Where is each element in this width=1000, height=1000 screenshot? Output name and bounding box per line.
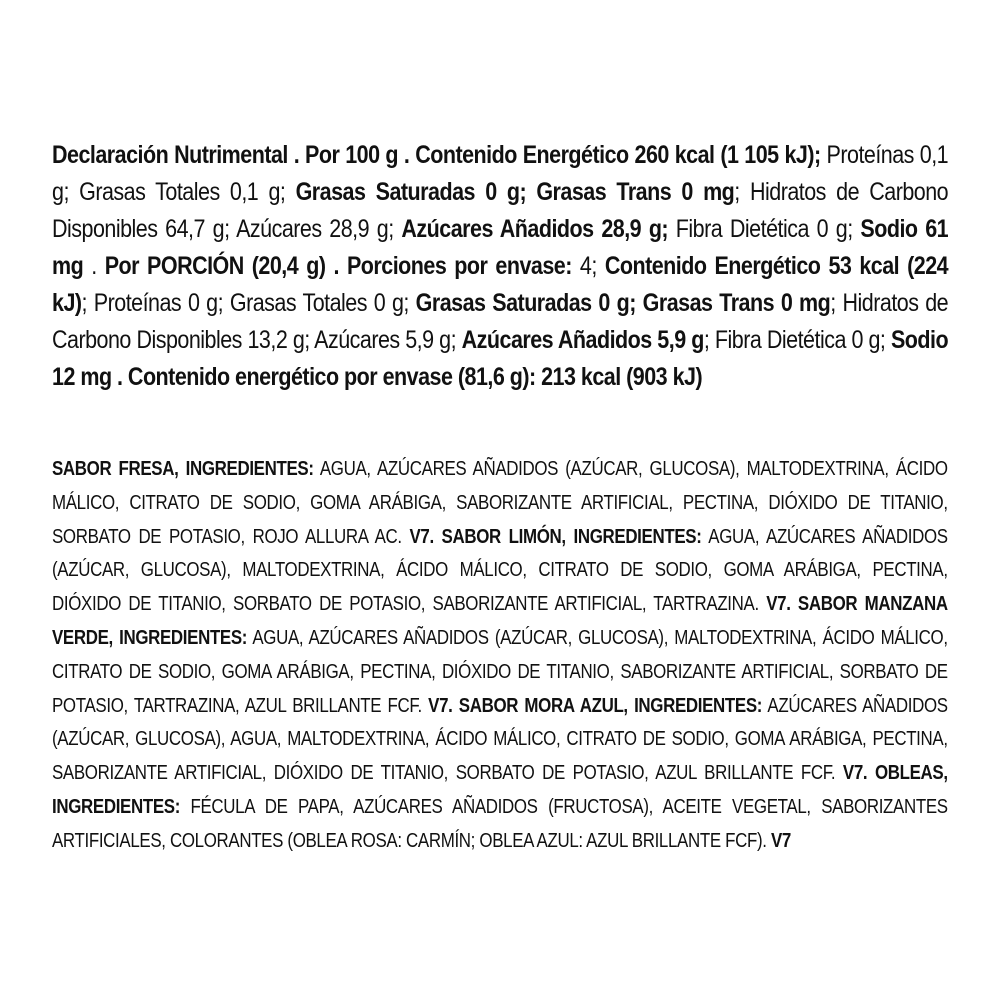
nutrition-segment: Azúcares Añadidos 5,9 g xyxy=(461,326,704,354)
nutrition-segment: ; Fibra Dietética 0 g; xyxy=(703,326,891,354)
ingredients-segment: AGUA, AZÚCARES AÑADIDOS (AZÚCAR, GLUCOSA), MALTODEXTRINA, ÁCIDO MÁLICO, CITRATO DE SODIO, GOMA ARÁBIGA, PECTINA, DIÓXIDO DE TITANIO, SABORIZANTE ARTIFICIAL, SORBATO DE POTASIO, TARTRAZINA, AZUL BRILLANTE FCF. xyxy=(52,626,948,717)
nutrition-declaration xyxy=(52,137,948,396)
nutrition-segment: Proteínas 0,1 g; Grasas Totales 0,1 g; xyxy=(52,141,949,206)
ingredients-segment: V7. SABOR MANZANA VERDE, INGREDIENTES: xyxy=(52,593,948,649)
nutrition-segment: Contenido Energético 53 kcal (224 kJ) xyxy=(52,252,949,317)
product-label-text xyxy=(52,137,949,852)
nutrition-segment: Sodio 12 mg . Contenido energético por envase (81,6 g): 213 kcal (903 kJ) xyxy=(52,326,949,391)
ingredients-segment: V7. OBLEAS, INGREDIENTES: xyxy=(52,762,948,818)
nutrition-segment: ; Hidratos de Carbono Disponibles 64,7 g; Azúcares 28,9 g; xyxy=(52,178,949,243)
ingredients-segment: AGUA, AZÚCARES AÑADIDOS (AZÚCAR, GLUCOSA), MALTODEXTRINA, ÁCIDO MÁLICO, CITRATO DE SODIO, GOMA ARÁBIGA, SABORIZANTE ARTIFICIAL, PECTINA, DIÓXIDO DE TITANIO, SORBATO DE POTASIO, ROJO ALLURA AC. xyxy=(52,458,948,548)
nutrition-segment: ; Proteínas 0 g; Grasas Totales 0 g; xyxy=(81,289,416,317)
nutrition-segment: Fibra Dietética 0 g; xyxy=(668,215,861,243)
nutrition-segment: Grasas Saturadas 0 g; Grasas Trans 0 mg xyxy=(415,289,831,317)
ingredients-segment: V7 xyxy=(770,829,791,852)
nutrition-segment: ; Hidratos de Carbono Disponibles 13,2 g; Azúcares 5,9 g; xyxy=(52,289,949,354)
ingredients-segment: V7. SABOR MORA AZUL, INGREDIENTES: xyxy=(428,694,763,717)
nutrition-segment: Grasas Saturadas 0 g; Grasas Trans 0 mg xyxy=(295,178,735,206)
nutrition-segment: Por PORCIÓN (20,4 g) . Porciones por envase: xyxy=(104,252,572,280)
ingredients-segment: AGUA, AZÚCARES AÑADIDOS (AZÚCAR, GLUCOSA), MALTODEXTRINA, ÁCIDO MÁLICO, CITRATO DE SODIO, GOMA ARÁBIGA, PECTINA, DIÓXIDO DE TITANIO, SORBATO DE POTASIO, SABORIZANTE ARTIFICIAL, TARTRAZINA. xyxy=(52,525,948,616)
nutrition-segment: Sodio 61 mg xyxy=(52,215,949,280)
nutrition-segment: Declaración Nutrimental . Por 100 g . Contenido Energético 260 kcal (1 105 kJ); xyxy=(52,141,821,169)
ingredients-list xyxy=(52,453,948,859)
ingredients-segment: V7. SABOR LIMÓN, INGREDIENTES: xyxy=(409,525,702,548)
ingredients-segment: FÉCULA DE PAPA, AZÚCARES AÑADIDOS (FRUCTOSA), ACEITE VEGETAL, SABORIZANTES ARTIFICIALES, COLORANTES (OBLEA ROSA: CARMÍN; OBLEA AZUL: AZUL BRILLANTE FCF). xyxy=(52,795,948,852)
nutrition-segment: . xyxy=(83,252,105,280)
ingredients-segment: SABOR FRESA, INGREDIENTES: xyxy=(52,458,314,480)
ingredients-segment: AZÚCARES AÑADIDOS (AZÚCAR, GLUCOSA), AGUA, MALTODEXTRINA, ÁCIDO MÁLICO, CITRATO DE SODIO, GOMA ARÁBIGA, PECTINA, SABORIZANTE ARTIFICIAL, DIÓXIDO DE TITANIO, SORBATO DE POTASIO, AZUL BRILLANTE FCF. xyxy=(52,694,948,785)
nutrition-segment: Azúcares Añadidos 28,9 g; xyxy=(401,215,669,243)
nutrition-segment: 4; xyxy=(571,252,605,280)
